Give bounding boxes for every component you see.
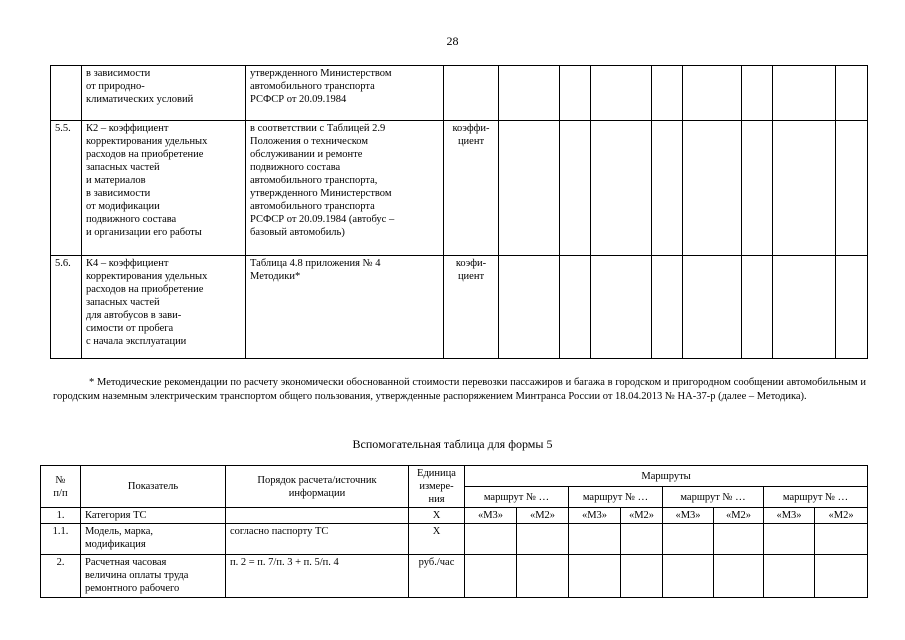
header-unit: Единица измере- ния: [409, 466, 465, 508]
footnote: * Методические рекомендации по расчету экономически обоснованной стоимости перевозки пассажиров и багажа в городском и пригородном сообщении автомобильным и городским наземным электрическим транспортом общего пользования, утвержденные распоряжением Минтранса России от 18.04.2013 № НА-37-р (далее – Методика).: [53, 377, 866, 402]
route-label: маршрут № …: [663, 487, 764, 508]
route-value-cell: [683, 66, 742, 121]
route-value-cell: [663, 524, 714, 555]
category-cell: «М3»: [465, 508, 517, 524]
header-num: № п/п: [41, 466, 81, 508]
header-indicator: Показатель: [81, 466, 226, 508]
source-cell: согласно паспорту ТС: [226, 524, 409, 555]
main-table-continued: [50, 65, 868, 359]
route-value-cell: [499, 121, 560, 256]
route-value-cell: [569, 524, 621, 555]
header-routes: Маршруты: [465, 466, 868, 487]
category-cell: «М2»: [714, 508, 764, 524]
row-number: 5.6.: [51, 256, 82, 359]
route-value-cell: [683, 121, 742, 256]
route-value-cell: [652, 66, 683, 121]
unit-cell: коэффи- циент: [444, 121, 499, 256]
indicator-cell: К4 – коэффициент корректирования удельных расходов на приобретение запасных частей для автобусов в зави- симости от пробега с начала эксплуатации: [82, 256, 246, 359]
unit-cell: коэфи- циент: [444, 256, 499, 359]
route-value-cell: [836, 66, 868, 121]
category-cell: «М2»: [621, 508, 663, 524]
route-value-cell: [517, 524, 569, 555]
source-cell: [226, 508, 409, 524]
route-value-cell: [560, 121, 591, 256]
route-value-cell: [742, 256, 773, 359]
indicator-cell: К2 – коэффициент корректирования удельных расходов на приобретение запасных частей и материалов в зависимости от модификации подвижного состава и организации его работы: [82, 121, 246, 256]
route-value-cell: [560, 66, 591, 121]
route-value-cell: [742, 66, 773, 121]
route-value-cell: [621, 555, 663, 598]
route-value-cell: [465, 524, 517, 555]
unit-cell: Х: [409, 508, 465, 524]
indicator-cell: Расчетная часовая величина оплаты труда ремонтного рабочего: [81, 555, 226, 598]
route-value-cell: [836, 256, 868, 359]
table-row: [41, 524, 868, 555]
route-value-cell: [499, 66, 560, 121]
indicator-cell: Категория ТС: [81, 508, 226, 524]
route-value-cell: [591, 121, 652, 256]
route-value-cell: [714, 524, 764, 555]
route-value-cell: [815, 524, 868, 555]
route-value-cell: [560, 256, 591, 359]
route-value-cell: [764, 555, 815, 598]
table-row: [51, 66, 868, 121]
route-value-cell: [836, 121, 868, 256]
table-row: [41, 508, 868, 524]
auxiliary-table: [40, 465, 868, 598]
route-label: маршрут № …: [569, 487, 663, 508]
route-value-cell: [517, 555, 569, 598]
route-value-cell: [465, 555, 517, 598]
indicator-cell: в зависимости от природно- климатических условий: [82, 66, 246, 121]
table-row: [51, 121, 868, 256]
header-procedure: Порядок расчета/источник информации: [226, 466, 409, 508]
route-value-cell: [683, 256, 742, 359]
category-cell: «М2»: [517, 508, 569, 524]
route-value-cell: [773, 256, 836, 359]
route-value-cell: [815, 555, 868, 598]
table-row: [41, 555, 868, 598]
source-cell: п. 2 = п. 7/п. 3 + п. 5/п. 4: [226, 555, 409, 598]
route-value-cell: [591, 256, 652, 359]
category-cell: «М3»: [663, 508, 714, 524]
table-row: [51, 256, 868, 359]
route-label: маршрут № …: [465, 487, 569, 508]
source-cell: утвержденного Министерством автомобильного транспорта РСФСР от 20.09.1984: [246, 66, 444, 121]
row-number: 1.1.: [41, 524, 81, 555]
route-value-cell: [591, 66, 652, 121]
unit-cell: руб./час: [409, 555, 465, 598]
route-value-cell: [663, 555, 714, 598]
page-number: 28: [446, 34, 459, 48]
row-number: 5.5.: [51, 121, 82, 256]
row-number: 2.: [41, 555, 81, 598]
source-cell: Таблица 4.8 приложения № 4 Методики*: [246, 256, 444, 359]
route-value-cell: [569, 555, 621, 598]
indicator-cell: Модель, марка, модификация: [81, 524, 226, 555]
route-value-cell: [773, 121, 836, 256]
route-value-cell: [764, 524, 815, 555]
route-value-cell: [714, 555, 764, 598]
unit-cell: Х: [409, 524, 465, 555]
category-cell: «М3»: [569, 508, 621, 524]
unit-cell: [444, 66, 499, 121]
route-value-cell: [742, 121, 773, 256]
table-subtitle: Вспомогательная таблица для формы 5: [352, 437, 553, 451]
route-value-cell: [773, 66, 836, 121]
category-cell: «М2»: [815, 508, 868, 524]
header-row: [41, 466, 868, 487]
category-cell: «М3»: [764, 508, 815, 524]
route-value-cell: [621, 524, 663, 555]
row-number: [51, 66, 82, 121]
source-cell: в соответствии с Таблицей 2.9 Положения о техническом обслуживании и ремонте подвижного состава автомобильного транспорта, утвержденного Министерством автомобильного транспорта РСФСР от 20.09.1984 (автобус – базовый автомобиль): [246, 121, 444, 256]
route-value-cell: [652, 121, 683, 256]
route-label: маршрут № …: [764, 487, 868, 508]
row-number: 1.: [41, 508, 81, 524]
route-value-cell: [652, 256, 683, 359]
route-value-cell: [499, 256, 560, 359]
